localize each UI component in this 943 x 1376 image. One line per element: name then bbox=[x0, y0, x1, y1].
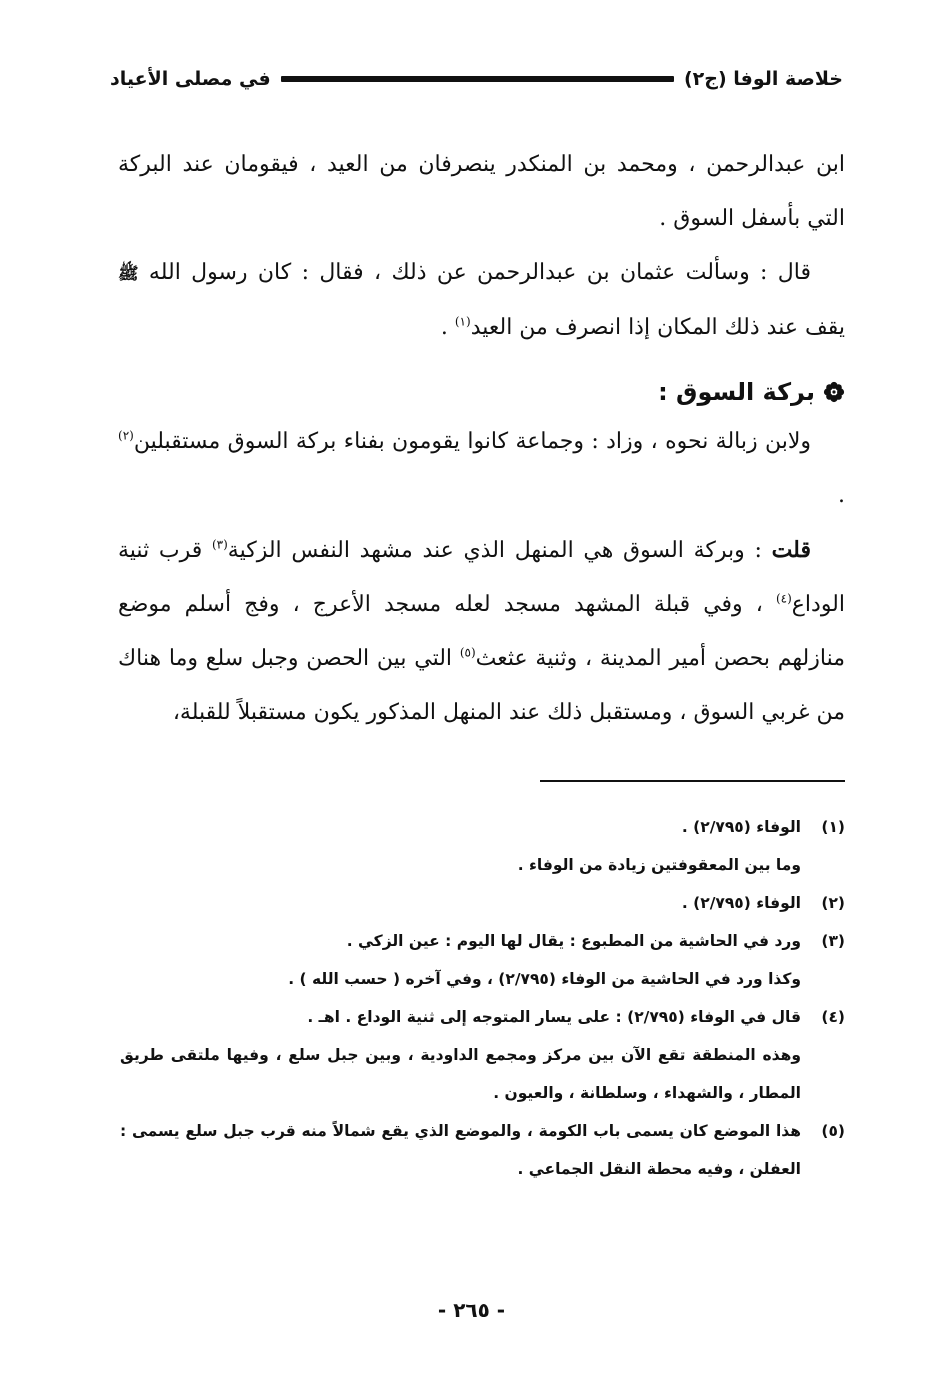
paragraph-3-end: . bbox=[838, 483, 845, 508]
section-heading-text: بركة السوق : bbox=[658, 378, 815, 406]
header-rule bbox=[281, 76, 674, 82]
paragraph-2 bbox=[118, 246, 845, 355]
footnote-2 bbox=[120, 884, 845, 922]
footnote-line: ورد في الحاشية من المطبوع : يقال لها اليوم : عين الزكي . bbox=[346, 932, 801, 950]
section-heading bbox=[118, 369, 845, 415]
footnote-line: الوفاء (٢/٧٩٥) . bbox=[681, 818, 801, 836]
paragraph-4-b: قرب ثنية الوداع bbox=[118, 538, 845, 617]
footnote-ref-2[interactable]: (٢) bbox=[118, 428, 134, 443]
header-book-title: خلاصة الوفا (ج٢) bbox=[683, 68, 843, 90]
footnote-ref-4[interactable]: (٤) bbox=[775, 591, 792, 606]
paragraph-2-text-b: يقف عند ذلك المكان إذا انصرف من العيد bbox=[470, 315, 845, 340]
footnote-ref-3[interactable]: (٣) bbox=[211, 537, 228, 552]
header-chapter-title: في مصلى الأعياد bbox=[110, 68, 271, 90]
footnote-number: (٥) bbox=[821, 1122, 845, 1140]
footnote-number: (١) bbox=[821, 818, 845, 836]
footnote-line: وكذا ورد في الحاشية من الوفاء (٢/٧٩٥) ، وفي آخره ( حسب الله ) . bbox=[288, 970, 801, 988]
paragraph-4-d: التي بين الحصن وجبل سلع وما هناك من غربي السوق ، ومستقبل ذلك عند المنهل المذكور يكون مستقبلاً للقبلة، bbox=[118, 646, 845, 725]
footnote-number: (٣) bbox=[821, 932, 845, 950]
footnotes bbox=[120, 808, 845, 1188]
footnote-line: الوفاء (٢/٧٩٥) . bbox=[681, 894, 801, 912]
paragraph-4-a: : وبركة السوق هي المنهل الذي عند مشهد النفس الزكية bbox=[227, 538, 772, 563]
footnote-1 bbox=[120, 808, 845, 884]
paragraph-4-c: ، وفي قبلة المشهد مسجد لعله مسجد الأعرج ، وفج أسلم موضع منازلهم بحصن أمير المدينة ، وثنية عثعث bbox=[118, 592, 846, 671]
footnote-line: وهذه المنطقة تقع الآن بين مركز ومجمع الداودية ، وبين جبل سلع ، وفيها ملتقى طريق المطار ، والشهداء ، وسلطانة ، والعيون . bbox=[120, 1046, 801, 1102]
page-number: - ٢٦٥ - bbox=[437, 1298, 506, 1322]
footnote-line: وما بين المعقوفتين زيادة من الوفاء . bbox=[517, 856, 801, 874]
paragraph-2-text: قال : وسألت عثمان بن عبدالرحمن عن ذلك ، فقال : كان رسول الله bbox=[148, 260, 811, 285]
paragraph-2-end: . bbox=[440, 315, 455, 340]
footnote-ref-5[interactable]: (٥) bbox=[459, 645, 476, 660]
paragraph-4 bbox=[118, 523, 845, 740]
footnote-line: قال في الوفاء (٢/٧٩٥) : على يسار المتوجه إلى ثنية الوداع . اهـ . bbox=[307, 1008, 801, 1026]
paragraph-1: ابن عبدالرحمن ، ومحمد بن المنكدر ينصرفان من العيد ، فيقومان عند البركة التي بأسفل السوق . bbox=[118, 152, 845, 231]
footnote-3 bbox=[120, 922, 845, 998]
flower-icon bbox=[823, 381, 845, 403]
footnote-separator bbox=[540, 780, 845, 782]
paragraph-3 bbox=[118, 415, 845, 523]
main-text bbox=[118, 138, 845, 740]
footnote-number: (٢) bbox=[821, 894, 845, 912]
paragraph-4-lead: قلت bbox=[771, 537, 811, 563]
footnote-number: (٤) bbox=[821, 1008, 845, 1026]
footnote-4 bbox=[120, 998, 845, 1112]
honorific-symbol: ﷺ bbox=[118, 264, 139, 284]
footnote-line: هذا الموضع كان يسمى باب الكومة ، والموضع الذي يقع شمالاً منه قرب جبل سلع يسمى : العفلن ، وفيه محطة النقل الجماعي . bbox=[120, 1122, 801, 1178]
footnote-5 bbox=[120, 1112, 845, 1188]
footnote-ref-1[interactable]: (١) bbox=[454, 314, 471, 329]
paragraph-3-text: ولابن زبالة نحوه ، وزاد : وجماعة كانوا يقومون بفناء بركة السوق مستقبلين bbox=[133, 429, 811, 454]
running-header bbox=[110, 62, 843, 96]
